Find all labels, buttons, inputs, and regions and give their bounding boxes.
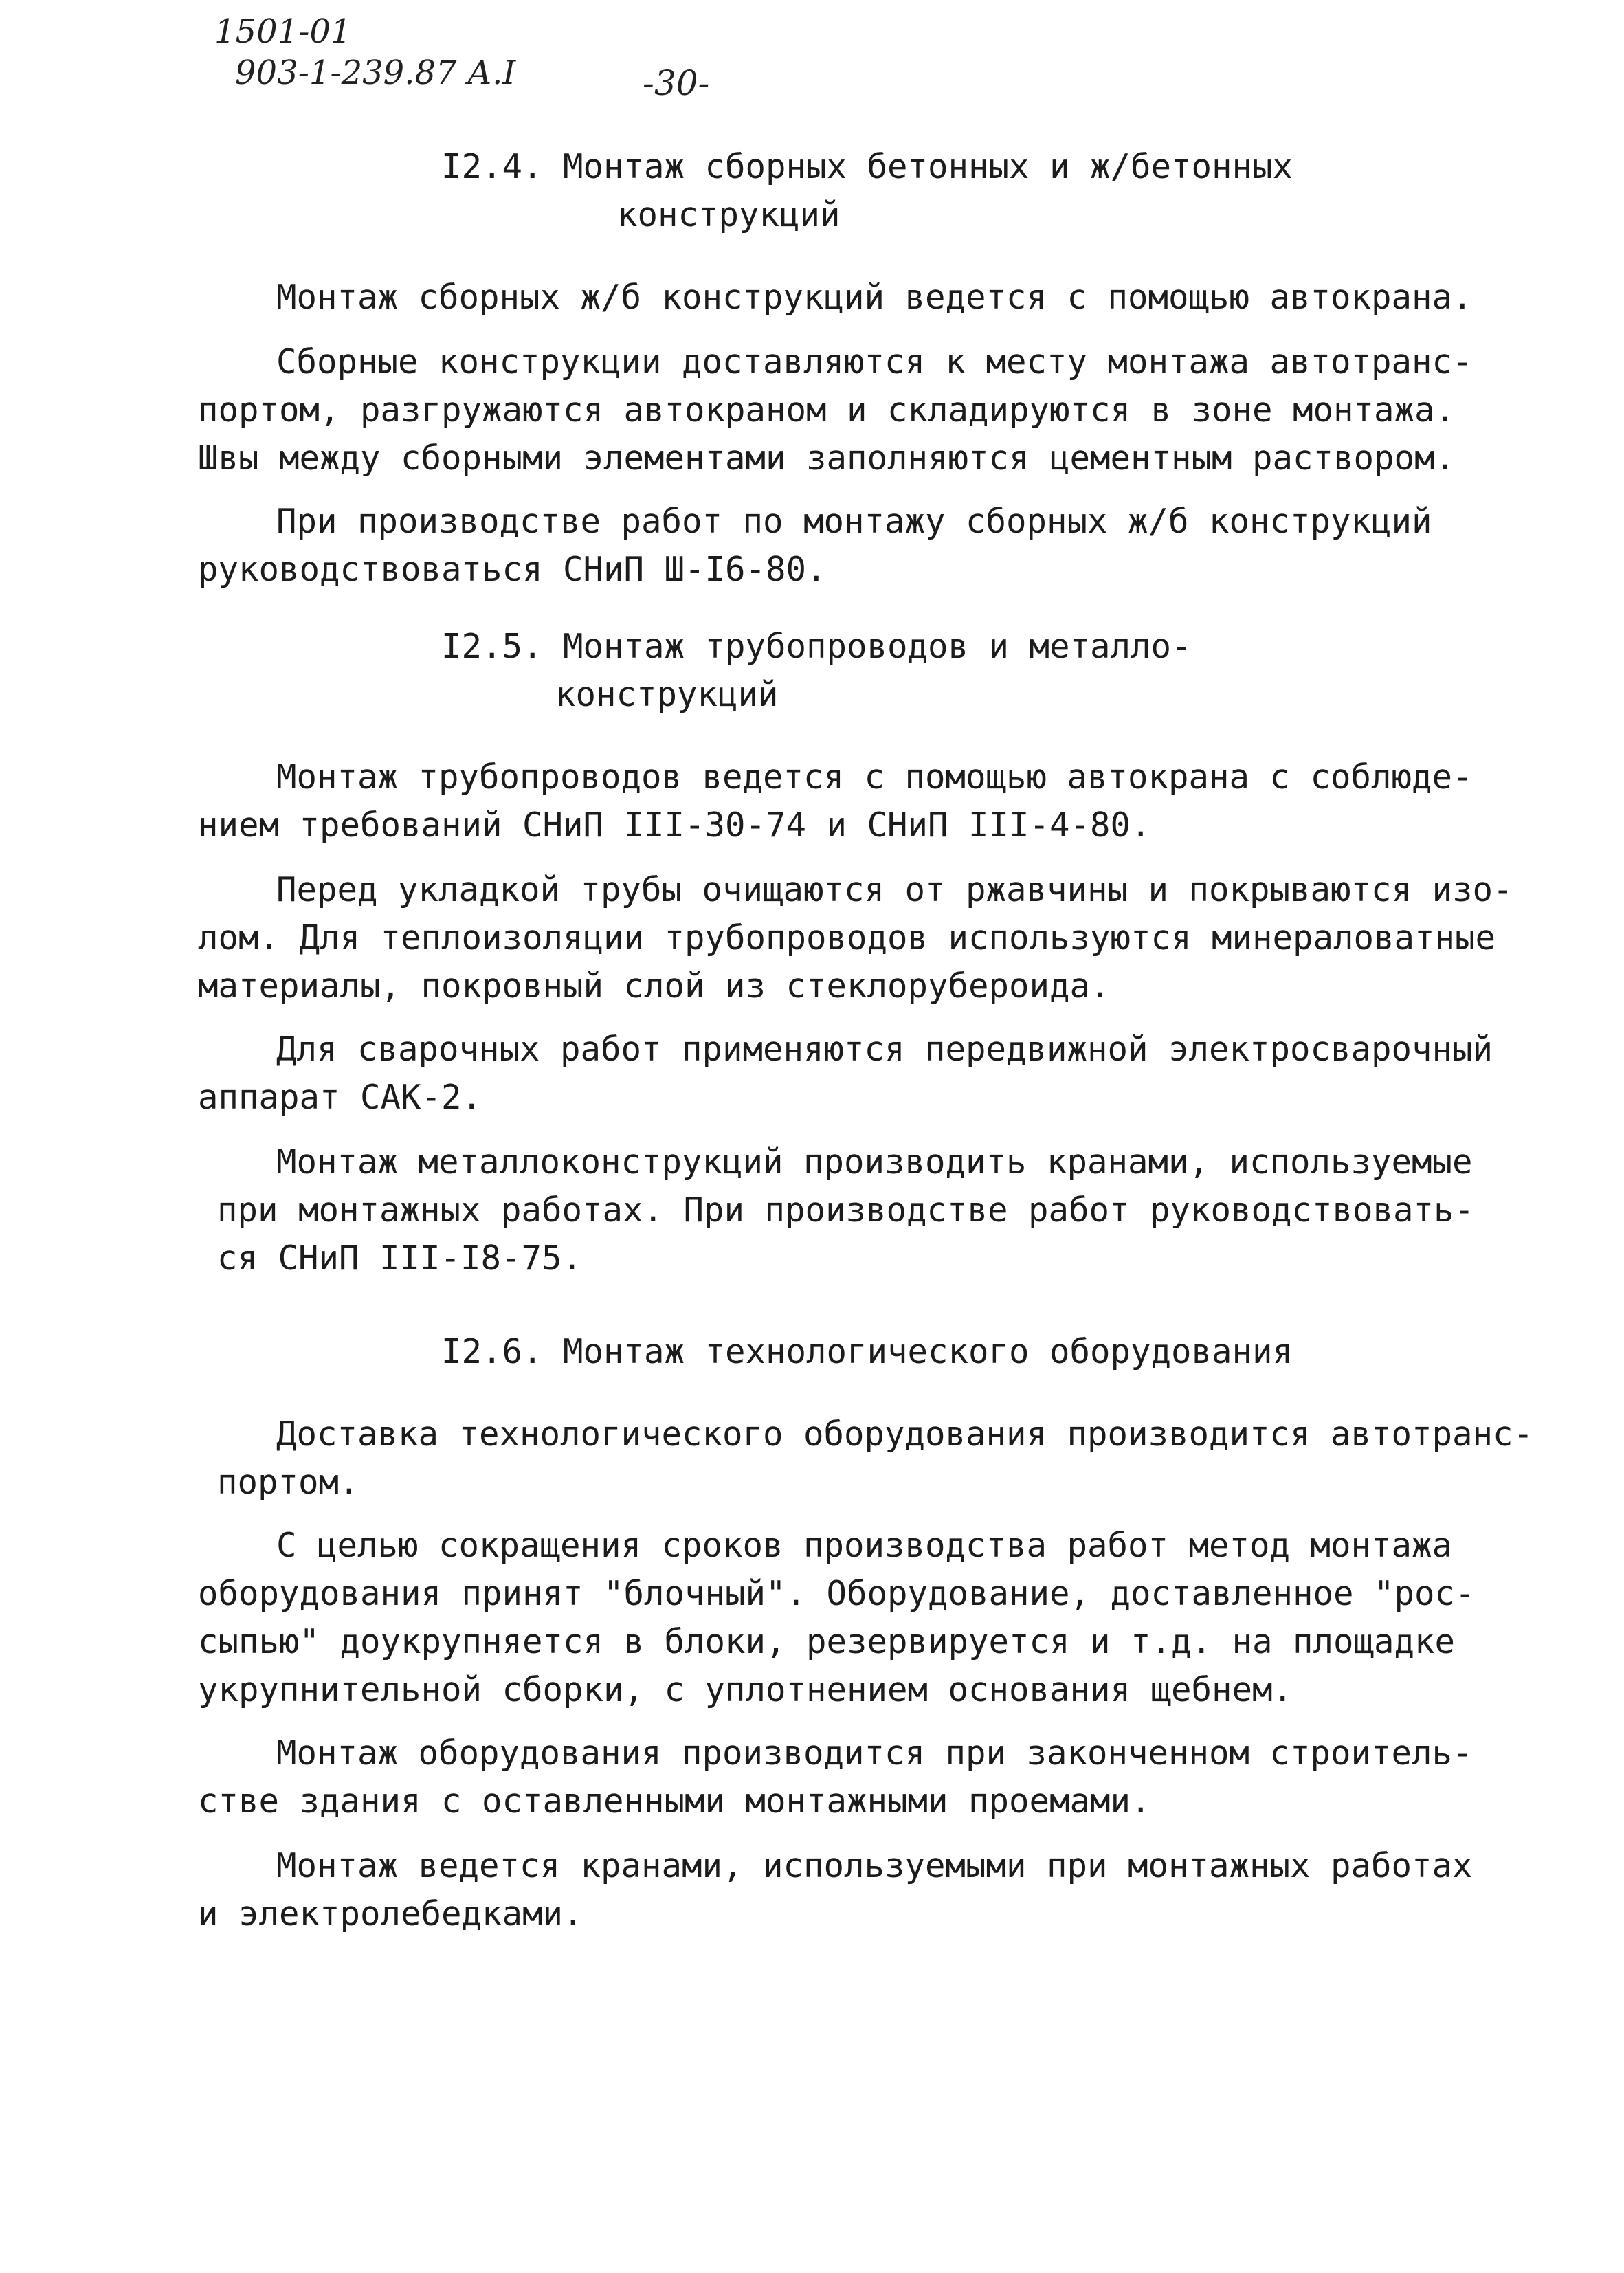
section-12-4-title-line-1: I2.4. Монтаж сборных бетонных и ж/бетонных	[441, 147, 1293, 186]
section-12-6-p2-line-4: укрупнительной сборки, с уплотнением основания щебнем.	[198, 1670, 1293, 1709]
section-12-5-p1-line-2: нием требований СНиП III-30-74 и СНиП III-4-80.	[198, 806, 1151, 845]
section-12-4-p2-line-3: Швы между сборными элементами заполняются цементным раствором.	[198, 439, 1456, 478]
section-12-4-p3-line-2: руководствоваться СНиП Ш-I6-80.	[198, 550, 827, 589]
section-12-5-p4-line-1: Монтаж металлоконструкций производить кранами, используемые	[276, 1142, 1473, 1182]
handwritten-code-1: 1501-01	[214, 12, 352, 51]
section-12-4-p3-line-1: При производстве работ по монтажу сборных ж/б конструкций	[276, 502, 1432, 541]
section-12-5-p4-line-2: при монтажных работах. При производстве работ руководствовать-	[217, 1190, 1475, 1230]
page-number: -30-	[643, 63, 710, 103]
section-12-6-p2-line-3: сыпью" доукрупняется в блоки, резервируется и т.д. на площадке	[198, 1622, 1456, 1661]
section-12-6-p2-line-2: оборудования принят "блочный". Оборудование, доставленное "рос-	[198, 1574, 1476, 1613]
section-12-6-p4-line-2: и электролебедками.	[198, 1894, 583, 1933]
section-12-5-p4-line-3: ся СНиП III-I8-75.	[217, 1239, 583, 1278]
section-12-6-p2-line-1: С целью сокращения сроков производства работ метод монтажа	[276, 1526, 1453, 1565]
section-12-5-title-line-1: I2.5. Монтаж трубопроводов и металло-	[441, 627, 1192, 666]
section-12-5-p2-line-1: Перед укладкой трубы очищаются от ржавчины и покрываются изо-	[276, 870, 1513, 909]
section-12-4-p2-line-2: портом, разгружаются автокраном и складируются в зоне монтажа.	[198, 390, 1456, 430]
section-12-5-p3-line-2: аппарат САК-2.	[198, 1078, 482, 1117]
section-12-5-p2-line-3: материалы, покровный слой из стеклорубероида.	[198, 966, 1111, 1006]
section-12-4-p2-line-1: Сборные конструкции доставляются к месту монтажа автотранс-	[276, 342, 1473, 381]
section-12-4-p1-line-1: Монтаж сборных ж/б конструкций ведется с помощью автокрана.	[276, 278, 1473, 317]
section-12-6-p4-line-1: Монтаж ведется кранами, используемыми при монтажных работах	[276, 1846, 1473, 1885]
section-12-5-p3-line-1: Для сварочных работ применяются передвижной электросварочный	[276, 1030, 1493, 1069]
section-12-5-p2-line-2: лом. Для теплоизоляции трубопроводов используются минераловатные	[198, 918, 1496, 957]
section-12-6-p1-line-1: Доставка технологического оборудования производится автотранс-	[276, 1415, 1534, 1454]
section-12-6-p3-line-2: стве здания с оставленными монтажными проемами.	[198, 1782, 1151, 1821]
section-12-6-p1-line-2: портом.	[217, 1463, 359, 1502]
handwritten-code-2: 903-1-239.87 А.I	[235, 54, 516, 92]
section-12-6-title: I2.6. Монтаж технологического оборудования	[441, 1332, 1293, 1371]
section-12-5-title-line-2: конструкций	[555, 675, 779, 714]
section-12-4-title-line-2: конструкций	[617, 195, 841, 234]
section-12-5-p1-line-1: Монтаж трубопроводов ведется с помощью автокрана с соблюде-	[276, 757, 1473, 797]
section-12-6-p3-line-1: Монтаж оборудования производится при законченном строитель-	[276, 1733, 1473, 1773]
